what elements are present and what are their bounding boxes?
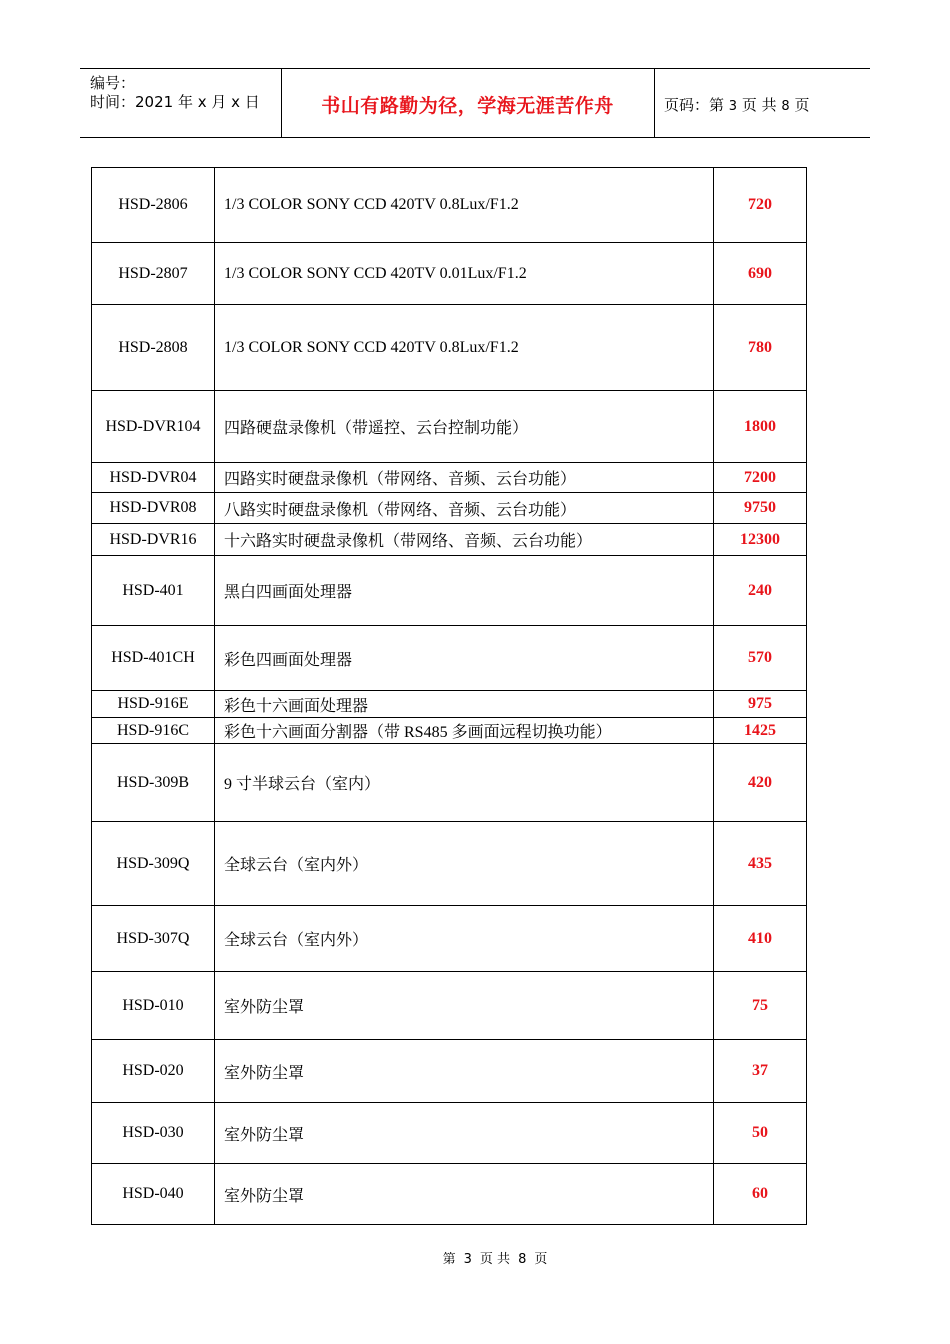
header-page-current: 3	[728, 99, 738, 114]
description-cell: 彩色四画面处理器	[215, 626, 714, 691]
description-cell: 1/3 COLOR SONY CCD 420TV 0.8Lux/F1.2	[215, 305, 714, 391]
model-cell: HSD-DVR04	[92, 463, 215, 493]
description-cell: 室外防尘罩	[215, 1103, 714, 1164]
price-cell: 690	[714, 243, 807, 305]
description-cell: 1/3 COLOR SONY CCD 420TV 0.8Lux/F1.2	[215, 168, 714, 243]
price-cell: 240	[714, 556, 807, 626]
model-cell: HSD-2806	[92, 168, 215, 243]
page-header	[80, 68, 870, 138]
header-page-prefix: 页码：第	[664, 96, 725, 114]
table-row	[92, 1164, 807, 1225]
footer-suffix: 页	[534, 1252, 548, 1267]
header-page-cell	[655, 69, 870, 137]
model-cell: HSD-309B	[92, 744, 215, 822]
table-row	[92, 822, 807, 906]
table-row	[92, 691, 807, 718]
model-cell: HSD-916C	[92, 718, 215, 744]
footer-page-current: 3	[463, 1252, 472, 1267]
price-cell: 1425	[714, 718, 807, 744]
price-cell: 780	[714, 305, 807, 391]
table-row	[92, 718, 807, 744]
header-motto: 书山有路勤为径，学海无涯苦作舟	[321, 95, 614, 117]
table-row	[92, 1103, 807, 1164]
description-cell: 黑白四画面处理器	[215, 556, 714, 626]
price-cell: 37	[714, 1040, 807, 1103]
model-cell: HSD-916E	[92, 691, 215, 718]
table-row	[92, 524, 807, 556]
table-row	[92, 243, 807, 305]
description-cell: 全球云台（室内外）	[215, 822, 714, 906]
table-row	[92, 744, 807, 822]
table-row	[92, 305, 807, 391]
page-footer	[0, 1248, 950, 1267]
description-cell: 四路实时硬盘录像机（带网络、音频、云台功能）	[215, 463, 714, 493]
price-cell: 570	[714, 626, 807, 691]
document-number-label: 编号：	[90, 74, 136, 92]
description-cell: 9 寸半球云台（室内）	[215, 744, 714, 822]
model-cell: HSD-010	[92, 972, 215, 1040]
description-cell: 十六路实时硬盘录像机（带网络、音频、云台功能）	[215, 524, 714, 556]
table-row	[92, 391, 807, 463]
header-motto-cell	[281, 69, 655, 137]
description-cell: 室外防尘罩	[215, 1040, 714, 1103]
description-cell: 八路实时硬盘录像机（带网络、音频、云台功能）	[215, 493, 714, 524]
price-cell: 9750	[714, 493, 807, 524]
model-cell: HSD-020	[92, 1040, 215, 1103]
price-cell: 975	[714, 691, 807, 718]
header-page-indicator	[664, 94, 810, 115]
price-cell: 12300	[714, 524, 807, 556]
header-page-total: 8	[781, 99, 790, 114]
price-cell: 60	[714, 1164, 807, 1225]
price-cell: 435	[714, 822, 807, 906]
table-row	[92, 972, 807, 1040]
header-info-cell	[80, 69, 282, 137]
price-cell: 75	[714, 972, 807, 1040]
price-cell: 720	[714, 168, 807, 243]
table-row	[92, 168, 807, 243]
model-cell: HSD-401CH	[92, 626, 215, 691]
description-cell: 室外防尘罩	[215, 972, 714, 1040]
description-cell: 室外防尘罩	[215, 1164, 714, 1225]
header-page-middle: 页 共	[741, 96, 777, 114]
price-cell: 1800	[714, 391, 807, 463]
table-row	[92, 493, 807, 524]
header-page-suffix: 页	[794, 96, 810, 114]
model-cell: HSD-307Q	[92, 906, 215, 972]
description-cell: 全球云台（室内外）	[215, 906, 714, 972]
price-cell: 7200	[714, 463, 807, 493]
description-cell: 彩色十六画面分割器（带 RS485 多画面远程切换功能）	[215, 718, 714, 744]
document-date-label: 时间：2021 年 x 月 x 日	[90, 93, 260, 111]
model-cell: HSD-401	[92, 556, 215, 626]
table-row	[92, 556, 807, 626]
model-cell: HSD-DVR104	[92, 391, 215, 463]
price-cell: 420	[714, 744, 807, 822]
price-table-body	[92, 168, 807, 1225]
footer-middle: 页 共	[479, 1252, 511, 1267]
model-cell: HSD-DVR16	[92, 524, 215, 556]
model-cell: HSD-030	[92, 1103, 215, 1164]
description-cell: 四路硬盘录像机（带遥控、云台控制功能）	[215, 391, 714, 463]
table-row	[92, 463, 807, 493]
model-cell: HSD-2807	[92, 243, 215, 305]
model-cell: HSD-040	[92, 1164, 215, 1225]
model-cell: HSD-DVR08	[92, 493, 215, 524]
price-cell: 410	[714, 906, 807, 972]
price-cell: 50	[714, 1103, 807, 1164]
table-row	[92, 1040, 807, 1103]
description-cell: 彩色十六画面处理器	[215, 691, 714, 718]
table-row	[92, 906, 807, 972]
model-cell: HSD-309Q	[92, 822, 215, 906]
footer-page-total: 8	[518, 1252, 527, 1267]
model-cell: HSD-2808	[92, 305, 215, 391]
description-cell: 1/3 COLOR SONY CCD 420TV 0.01Lux/F1.2	[215, 243, 714, 305]
footer-prefix: 第	[442, 1252, 456, 1267]
table-row	[92, 626, 807, 691]
price-table	[91, 167, 807, 1225]
